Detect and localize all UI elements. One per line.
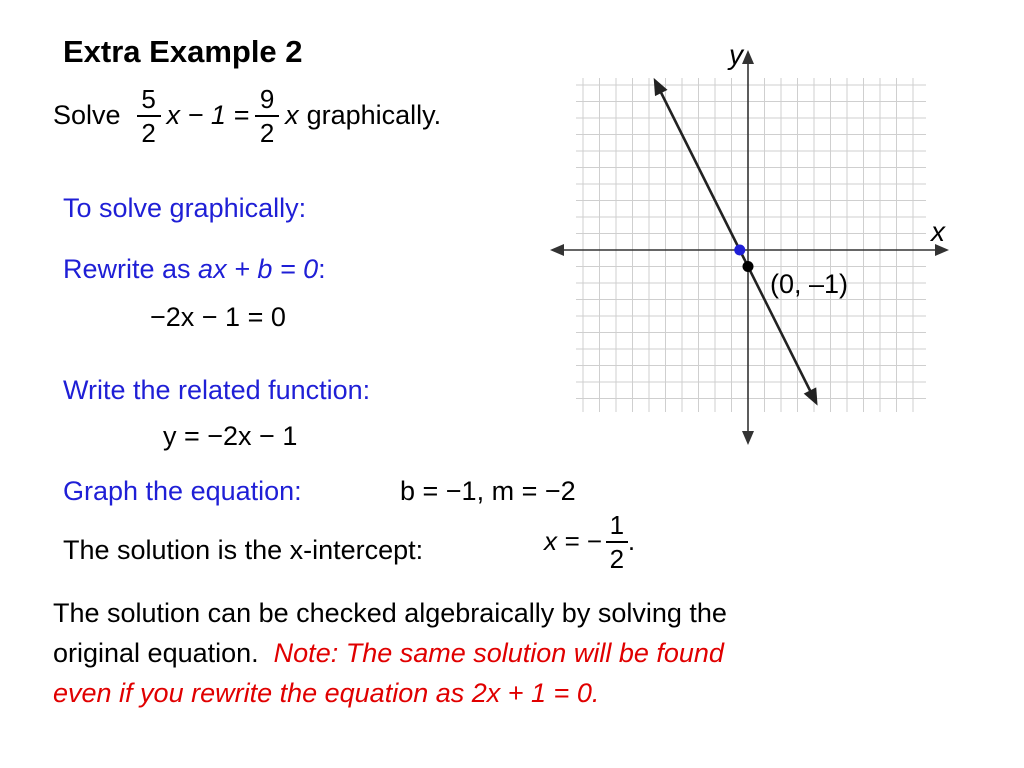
rewrite-heading bbox=[63, 254, 326, 285]
solution-lhs: x = − bbox=[544, 526, 602, 557]
x-intercept-point bbox=[734, 245, 745, 256]
solution-expression bbox=[544, 512, 635, 572]
rhs-numerator: 9 bbox=[259, 84, 275, 114]
lhs-numerator: 5 bbox=[141, 84, 156, 114]
solve-prefix: Solve bbox=[53, 100, 121, 131]
note-line-2-red: Note: The same solution will be found bbox=[273, 638, 724, 668]
solution-heading: The solution is the x-intercept: bbox=[63, 535, 424, 565]
point-label: (0, –1) bbox=[770, 269, 849, 299]
y-axis-arrow-up bbox=[742, 50, 754, 64]
note-line-2-plain: original equation. bbox=[53, 638, 259, 668]
note-line-3: even if you rewrite the equation as 2x + 1 = 0. bbox=[53, 678, 600, 708]
function-line bbox=[657, 85, 814, 399]
related-function-heading: Write the related function: bbox=[63, 375, 371, 405]
graph-axes bbox=[550, 50, 949, 445]
graph-heading: Graph the equation: bbox=[63, 476, 302, 506]
rhs-variable: x bbox=[285, 100, 299, 131]
lhs-fraction bbox=[137, 86, 161, 146]
graph-parameters: b = −1, m = −2 bbox=[400, 476, 576, 506]
solution-denominator: 2 bbox=[609, 543, 625, 574]
y-intercept-point bbox=[743, 261, 754, 272]
note-line-2 bbox=[53, 633, 727, 673]
solution-period: . bbox=[627, 526, 636, 557]
rewrite-suffix: : bbox=[318, 254, 326, 284]
note-paragraph bbox=[53, 593, 727, 713]
lhs-denominator: 2 bbox=[141, 117, 156, 148]
x-axis-arrow-left bbox=[550, 244, 564, 256]
rhs-denominator: 2 bbox=[259, 117, 275, 148]
related-function-equation: y = −2x − 1 bbox=[163, 421, 298, 451]
note-line-1: The solution can be checked algebraically by solving the bbox=[53, 598, 727, 628]
x-axis-label: x bbox=[931, 216, 945, 247]
y-axis-label: y bbox=[729, 39, 743, 70]
graph-grid bbox=[576, 78, 926, 412]
slide-title: Extra Example 2 bbox=[63, 34, 303, 69]
coordinate-graph bbox=[548, 40, 958, 450]
rewritten-equation: −2x − 1 = 0 bbox=[150, 302, 286, 332]
y-axis-arrow-down bbox=[742, 431, 754, 445]
solution-fraction bbox=[606, 512, 628, 572]
graph-plot bbox=[654, 78, 818, 406]
problem-statement bbox=[53, 86, 441, 146]
solution-numerator: 1 bbox=[609, 510, 625, 540]
lhs-rest: x − 1 = bbox=[166, 100, 250, 131]
rhs-fraction bbox=[255, 86, 279, 146]
solve-suffix: graphically. bbox=[306, 100, 442, 131]
to-solve-heading: To solve graphically: bbox=[63, 193, 307, 223]
rewrite-form: ax + b = 0 bbox=[198, 254, 319, 284]
rewrite-prefix: Rewrite as bbox=[63, 254, 199, 284]
